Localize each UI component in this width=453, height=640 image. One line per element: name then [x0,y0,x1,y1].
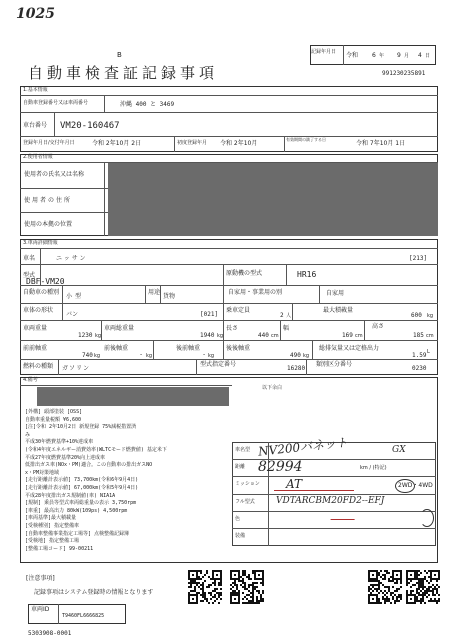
type-label: 自動車の種別 [23,289,60,296]
vehicle-id-label: 車両ID [31,606,50,613]
remark-line: 自動車重量税額 ¥6,600 [25,416,82,423]
type-designation-label: 型式指定番号 [200,361,237,368]
caution-text: 記録事項はシステム登録時の情報となります [34,589,154,596]
remark-line: 低排出ガス車(NOx・PM)適合。この自動車の排出ガスNO [25,462,153,469]
section1-header: 1.基本情報 [23,87,48,93]
vehicle-id-value: T9460FL6666825 [62,613,105,619]
type-designation-value: 16280 [287,365,306,372]
gross-unit: kg [217,333,224,339]
car-name-code: [213] [409,255,428,262]
gross-value: 1940 [200,332,215,339]
height-label: 高さ [372,323,385,330]
form-row-label-full-model: フル型式 [235,499,255,505]
user-address-label: 使用者の住所 [24,197,73,204]
capacity-label: 乗車定員 [226,307,251,314]
drive-circle [395,479,415,493]
length-value: 440 [258,332,269,339]
displacement-label: 総排気量又は定格出力 [319,345,380,352]
car-name-label: 車名 [23,255,36,262]
car-name-value: ニッサン [56,255,88,262]
form-row-label-mission: ミッション [235,481,260,487]
first-year-value: 令和 2年10月 [220,140,258,147]
record-date-year: 6 [372,52,376,59]
mileage-unit: km / (特記) [360,465,387,471]
shape-code: [021] [200,311,219,318]
remark-line: [規制] 乗員等型式車両総重量の表示 3,750rpm [25,500,137,507]
chassis-value: VM20-160467 [60,121,120,131]
model-label: 型式 [23,272,36,279]
handwritten-full-model: VDTARCBM20FD2--EFJ [276,496,385,506]
use-label: 用途 [148,289,161,296]
remark-line: [走行距離計表示値] 67,000km(令和5年9月4日) [25,485,139,491]
record-date-label: 記録年月日 [311,49,337,55]
front-axle-label: 前前軸重 [23,345,48,352]
user-base-label: 使用の本拠の位置 [24,221,73,228]
displacement-unit: L [427,349,430,355]
engine-label: 原動機の型式 [226,270,263,277]
handwritten-grade: GX [392,445,406,455]
max-load-label: 最大積載量 [323,307,354,314]
section2-header: 2.使用者情報 [23,154,53,160]
chassis-label: 車台番号 [23,122,48,129]
shape-label: 車体の形状 [23,307,54,314]
remark-line: [受検地] 指定整備工場 [25,538,80,545]
remark-line: [車重] 最高出力 80kW(109ps) 4,500rpm [25,507,128,514]
shape-value: バン [66,311,79,318]
record-date-month-unit: 月 [404,53,410,59]
category-label: 類別区分番号 [316,361,353,368]
remark-line: [車両基準]最大積載量 [25,515,77,522]
weight-value: 1230 [78,332,93,339]
form-row-label-name: 車名型 [235,447,251,453]
engine-value: HR16 [297,270,317,279]
max-load-unit: kg [427,313,434,319]
fuel-label: 燃料の種類 [23,363,54,370]
remark-line: (令和4年度エネルギー消費効率(WLTCモード燃費値) 基定米下 [25,447,167,453]
weight-unit: kg [95,333,102,339]
annotation-curl [420,509,434,527]
remark-line: [走行距離計表示値] 73,700km(令和6年9月4日) [25,477,139,484]
redacted-user-info [108,163,438,236]
qr-code-2 [230,570,264,604]
transmission-underline [274,490,354,491]
front-rear-unit: kg [146,353,153,359]
front-rear-label: 前後軸重 [104,345,129,352]
rear-front-value: - [203,351,206,358]
color-check-mark [330,513,357,520]
form-mark: B [117,51,122,59]
remark-line: [外構] 頭部塗装 [OSS] [25,409,83,415]
record-date-era: 令和 [346,52,359,59]
front-axle-value: 740 [82,352,93,359]
front-rear-value: - [140,351,143,358]
remark-line: [注]令和 2年10月2日 新規登録 75%減税措置済 [25,424,137,431]
remark-line: 平成27年度燃費基準20%向上達成車 [25,454,106,461]
business-value: 自家用 [326,290,345,297]
remark-line: [整備工場コード] 99-00211 [25,545,94,552]
width-unit: cm [355,333,363,339]
remark-line: 平成28年度排出ガス規制値(車) NIA1A [25,492,116,499]
form-row-label-color: 色 [235,516,241,522]
displacement-value: 1.59 [412,352,427,359]
remark-line: み [25,431,31,438]
qr-code-4 [406,570,440,604]
handwritten-model: NV200バネット [257,435,349,459]
user-name-label: 使用者の氏名又は名称 [24,171,85,178]
handwritten-file-number: 1025 [16,6,55,22]
category-value: 0230 [412,365,427,372]
section4-header: 4.備考 [23,377,38,383]
first-reg-value: 令和 2年10月 2日 [92,140,142,147]
fuel-value: ガソリン [62,365,91,372]
remark-line: [自動車整備事業指定工場等] 点検整備記録簿 [25,530,130,537]
model-value: DBF-VM20 [26,277,65,286]
form-row-label-options: 装備 [235,533,246,539]
height-value: 185 [413,332,424,339]
remark-line: x・PM対策地域 [25,469,60,476]
qr-code-1 [188,570,222,604]
form-row-label-distance: 距離 [235,464,246,470]
caution-header: [注意事項] [26,575,55,582]
drive-options: 2WD・4WD [398,482,433,489]
section3-header: 3.車両詳細情報 [23,240,58,246]
capacity-value: 2 [280,312,284,319]
business-label: 自家用・事業用の別 [228,289,283,296]
rear-rear-value: 490 [290,352,301,359]
record-date-month: 9 [397,52,401,59]
rear-rear-unit: kg [303,353,310,359]
reg-number-label: 自動車登録番号又は車両番号 [23,100,89,106]
gross-label: 車両総重量 [104,325,135,332]
remarks-continued: 以下余白 [262,385,283,391]
rear-front-unit: kg [208,353,215,359]
length-unit: cm [271,333,279,339]
use-value: 貨物 [163,293,176,300]
capacity-unit: 人 [286,313,292,319]
reg-number-value: 沖縄 400 と 3469 [120,101,175,108]
weight-label: 車両重量 [23,325,48,332]
redacted-remarks-header [37,387,229,406]
doc-number: 991230235891 [382,70,426,77]
bottom-code: 5303908-0001 [28,630,72,637]
expiry-value: 令和 7年10月 1日 [356,140,406,147]
page-title: 自動車検査証記録事項 [28,64,219,82]
handwritten-mileage: 82994 [258,459,303,475]
expiry-label: 有効期間の満了する日 [286,137,326,142]
front-axle-unit: kg [94,353,101,359]
rear-rear-label: 後後軸重 [226,345,251,352]
handwritten-transmission: AT [286,477,303,491]
remark-line: 平成30年燃費基準+10%達成車 [25,439,94,446]
qr-code-3 [368,570,402,604]
first-reg-label: 登録年月日/交付年月日 [23,140,75,146]
rear-front-label: 後前軸重 [176,345,201,352]
height-unit: cm [426,333,434,339]
width-label: 幅 [283,325,290,332]
type-value: 小型 [66,293,85,300]
record-date-day: 4 [418,52,422,59]
width-value: 169 [342,332,353,339]
record-date-year-unit: 年 [379,53,385,59]
first-year-label: 初度登録年月 [177,140,208,146]
length-label: 長さ [226,325,239,332]
remark-line: [受検種別] 指定整備車 [25,523,80,529]
max-load-value: 600 [411,312,422,319]
record-date-day-unit: 日 [425,53,431,59]
